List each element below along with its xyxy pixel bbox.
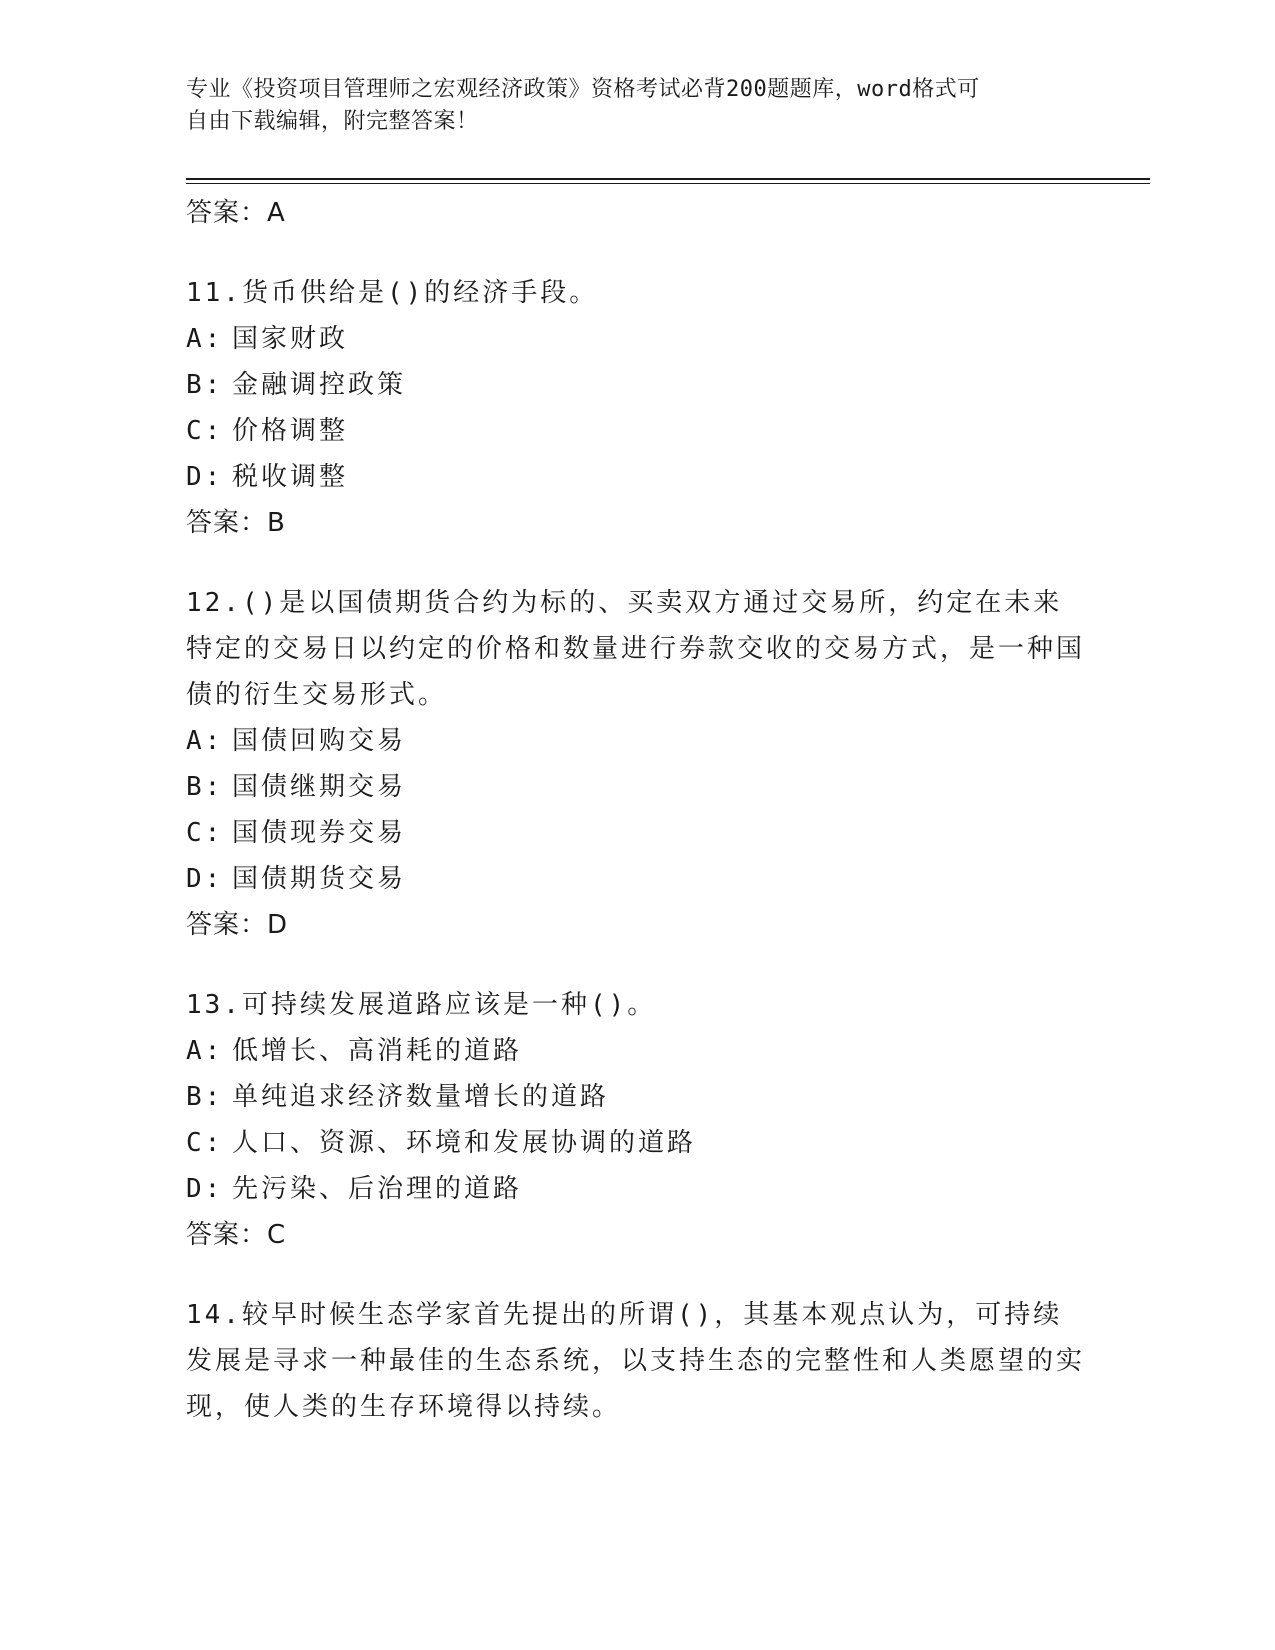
- option-text: 国债现券交易: [232, 818, 407, 848]
- header-divider-thin: [186, 183, 1150, 184]
- option-letter: B:: [186, 772, 224, 802]
- question-block: [186, 580, 1086, 948]
- question-list: [186, 190, 1086, 1430]
- option-letter: C:: [186, 818, 224, 848]
- option-letter: C:: [186, 416, 224, 446]
- question-stem: 13.可持续发展道路应该是一种()。: [186, 990, 657, 1020]
- option-c: [186, 810, 1086, 856]
- option-letter: B:: [186, 370, 224, 400]
- header-divider-thick: [186, 178, 1150, 180]
- option-letter: A:: [186, 324, 224, 354]
- option-b: [186, 764, 1086, 810]
- option-text: 低增长、高消耗的道路: [232, 1036, 523, 1066]
- spacer: [186, 546, 1086, 580]
- question-stem: 12.()是以国债期货合约为标的、买卖双方通过交易所，约定在未来特定的交易日以约定的价格和数量进行券款交收的交易方式，是一种国债的衍生交易形式。: [186, 588, 1086, 710]
- spacer: [186, 236, 1086, 270]
- option-text: 价格调整: [232, 416, 349, 446]
- option-text: 单纯追求经济数量增长的道路: [232, 1082, 610, 1112]
- option-text: 税收调整: [232, 462, 349, 492]
- option-text: 金融调控政策: [232, 370, 407, 400]
- option-letter: D:: [186, 864, 224, 894]
- option-text: 人口、资源、环境和发展协调的道路: [232, 1128, 697, 1158]
- option-d: [186, 454, 1086, 500]
- option-letter: B:: [186, 1082, 224, 1112]
- option-text: 先污染、后治理的道路: [232, 1174, 523, 1204]
- spacer: [186, 1258, 1086, 1292]
- option-text: 国债期货交易: [232, 864, 407, 894]
- answer-line: 答案：C: [186, 1220, 287, 1250]
- option-d: [186, 1166, 1086, 1212]
- option-c: [186, 408, 1086, 454]
- option-c: [186, 1120, 1086, 1166]
- question-stem: 11.货币供给是()的经济手段。: [186, 278, 599, 308]
- answer-line: 答案：D: [186, 910, 289, 940]
- option-text: 国家财政: [232, 324, 349, 354]
- spacer: [186, 948, 1086, 982]
- answer-line: 答案：B: [186, 508, 286, 538]
- question-block: [186, 982, 1086, 1258]
- question-stem: 14.较早时候生态学家首先提出的所谓()，其基本观点认为，可持续发展是寻求一种最佳的生态系统，以支持生态的完整性和人类愿望的实现，使人类的生存环境得以持续。: [186, 1300, 1086, 1422]
- option-letter: C:: [186, 1128, 224, 1158]
- question-block: [186, 1292, 1086, 1430]
- question-block: [186, 270, 1086, 546]
- option-letter: D:: [186, 462, 224, 492]
- option-b: [186, 1074, 1086, 1120]
- option-letter: A:: [186, 726, 224, 756]
- document-intro: [186, 74, 1076, 138]
- intro-line-2: 自由下载编辑，附完整答案！: [186, 109, 479, 134]
- option-b: [186, 362, 1086, 408]
- option-letter: D:: [186, 1174, 224, 1204]
- option-a: [186, 316, 1086, 362]
- answer-line: 答案：A: [186, 198, 286, 228]
- option-letter: A:: [186, 1036, 224, 1066]
- option-text: 国债继期交易: [232, 772, 407, 802]
- option-a: [186, 718, 1086, 764]
- intro-line-1: 专业《投资项目管理师之宏观经济政策》资格考试必背200题题库，word格式可: [186, 77, 980, 102]
- option-text: 国债回购交易: [232, 726, 407, 756]
- option-d: [186, 856, 1086, 902]
- option-a: [186, 1028, 1086, 1074]
